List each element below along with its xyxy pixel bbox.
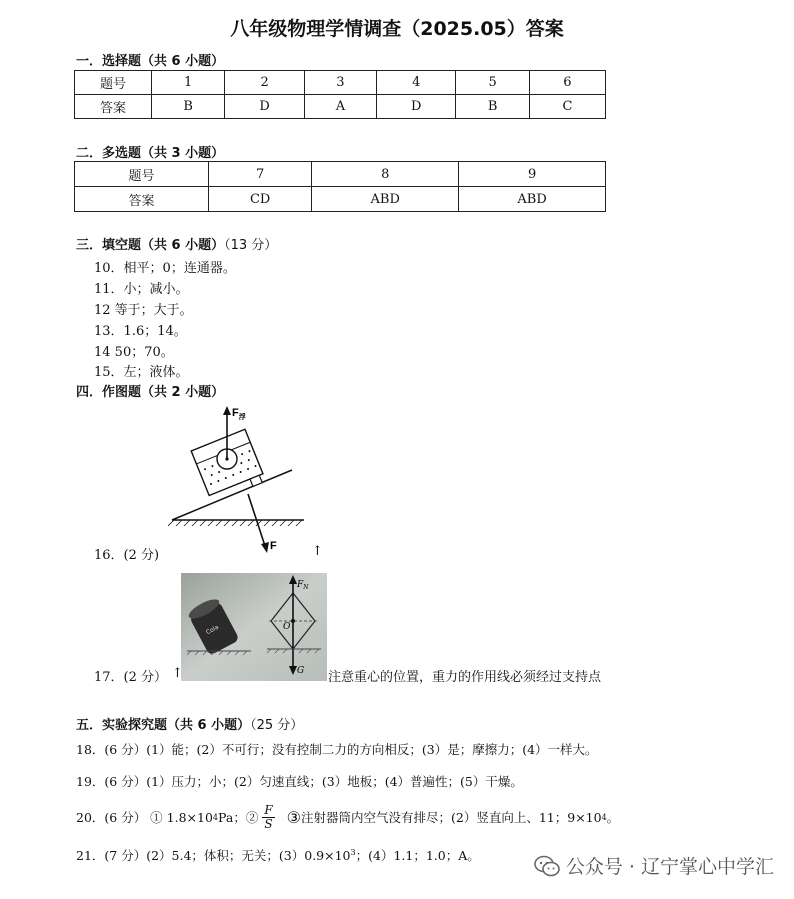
table-cell: ABD bbox=[312, 187, 459, 212]
section3-title: 三．填空题（共 6 小题） bbox=[76, 238, 225, 253]
fraction-f-over-s: $\frac{F}{S}$ bbox=[264, 802, 273, 831]
table-cell: C bbox=[529, 95, 605, 119]
list-item: 12 等于；大于。 bbox=[94, 303, 193, 318]
buoyancy-label: $F_浮$ bbox=[232, 407, 246, 421]
table-cell: 4 bbox=[377, 71, 456, 95]
answer-21: 21．(7 分）(2）5.4；体积；无关；$(3)0.9\times 10^3$；(4）1.1；1.0；A。 bbox=[76, 847, 480, 863]
table-cell: 答案 bbox=[75, 95, 152, 119]
arrow-head-icon bbox=[223, 406, 231, 415]
section3-heading bbox=[76, 234, 277, 253]
table-cell: D bbox=[377, 95, 456, 119]
answer-20: 20．(6 分） ① 1.8×10 4 Pa；② $\frac{F}{S}$ ③ 注射器筒内空气没有排尽；(2）竖直向上、11；9×10 4 。 bbox=[76, 802, 620, 831]
answer-18: 18．(6 分）(1）能；(2）不可行；没有控制二力的方向相反；(3）是；摩擦力；(4）一样大。 bbox=[76, 742, 598, 757]
table-cell: 6 bbox=[529, 71, 605, 95]
table-cell: 7 bbox=[209, 162, 312, 187]
table-cell: 题号 bbox=[75, 71, 152, 95]
section2-heading: 二．多选题（共 3 小题） bbox=[76, 146, 225, 161]
watermark-text: 公众号 · 辽宁掌心中学汇 bbox=[565, 856, 774, 878]
table-row bbox=[75, 162, 606, 187]
table-cell: 答案 bbox=[75, 187, 209, 212]
table-row bbox=[75, 187, 606, 212]
table-cell: 5 bbox=[456, 71, 529, 95]
answer-19: 19．(6 分）(1）压力；小；(2）匀速直线；(3）地板；(4）普遍性；(5）干燥。 bbox=[76, 774, 523, 789]
watermark bbox=[534, 852, 774, 879]
table-cell: 8 bbox=[312, 162, 459, 187]
table-row bbox=[75, 95, 606, 119]
pressure-label: F bbox=[270, 540, 277, 552]
section1-heading: 一．选择题（共 6 小题） bbox=[76, 54, 225, 69]
table-cell: 2 bbox=[225, 71, 304, 95]
section5-heading bbox=[76, 714, 303, 733]
q17-label: 17．(2 分） bbox=[94, 670, 168, 685]
section4-heading: 四．作图题（共 2 小题） bbox=[76, 385, 225, 400]
wechat-icon bbox=[534, 855, 560, 877]
ground-hatching bbox=[168, 520, 302, 526]
table-cell: ABD bbox=[459, 187, 606, 212]
q17-note: 注意重心的位置，重力的作用线必须经过支持点 bbox=[328, 670, 602, 685]
table-cell: 1 bbox=[152, 71, 225, 95]
table-cell: 9 bbox=[459, 162, 606, 187]
section5-title: 五．实验探究题（共 6 小题） bbox=[76, 718, 251, 733]
cup-label: Cola bbox=[204, 623, 220, 637]
list-item: 11．小；减小。 bbox=[94, 282, 189, 297]
figure-16-diagram bbox=[168, 402, 308, 558]
list-item: 15．左；液体。 bbox=[94, 365, 189, 380]
table-cell: CD bbox=[209, 187, 312, 212]
table-cell: B bbox=[456, 95, 529, 119]
section5-points: （25 分） bbox=[250, 718, 304, 733]
q16-arrow: ↑ bbox=[312, 544, 323, 559]
table-cell: A bbox=[304, 95, 376, 119]
table-row bbox=[75, 71, 606, 95]
choice-answer-table bbox=[74, 70, 606, 119]
list-item: 13．1.6；14。 bbox=[94, 324, 187, 339]
center-label: O bbox=[283, 622, 291, 632]
list-item: 14 50；70。 bbox=[94, 345, 174, 360]
table-cell: B bbox=[152, 95, 225, 119]
arrow-head-icon bbox=[261, 542, 269, 553]
normal-force-label: $F_N$ bbox=[297, 580, 309, 591]
table-cell: 题号 bbox=[75, 162, 209, 187]
page-title: 八年级物理学情调查（2025.05）答案 bbox=[230, 18, 564, 40]
gravity-label: G bbox=[297, 666, 305, 676]
list-item: 10．相平；0；连通器。 bbox=[94, 261, 236, 276]
multi-answer-table bbox=[74, 161, 606, 212]
section3-points: （13 分） bbox=[224, 238, 278, 253]
table-cell: 3 bbox=[304, 71, 376, 95]
q17-arrow: ↑ bbox=[172, 666, 183, 681]
figure-17-photo bbox=[181, 573, 327, 681]
q16-label: 16．(2 分) bbox=[94, 548, 160, 563]
table-cell: D bbox=[225, 95, 304, 119]
